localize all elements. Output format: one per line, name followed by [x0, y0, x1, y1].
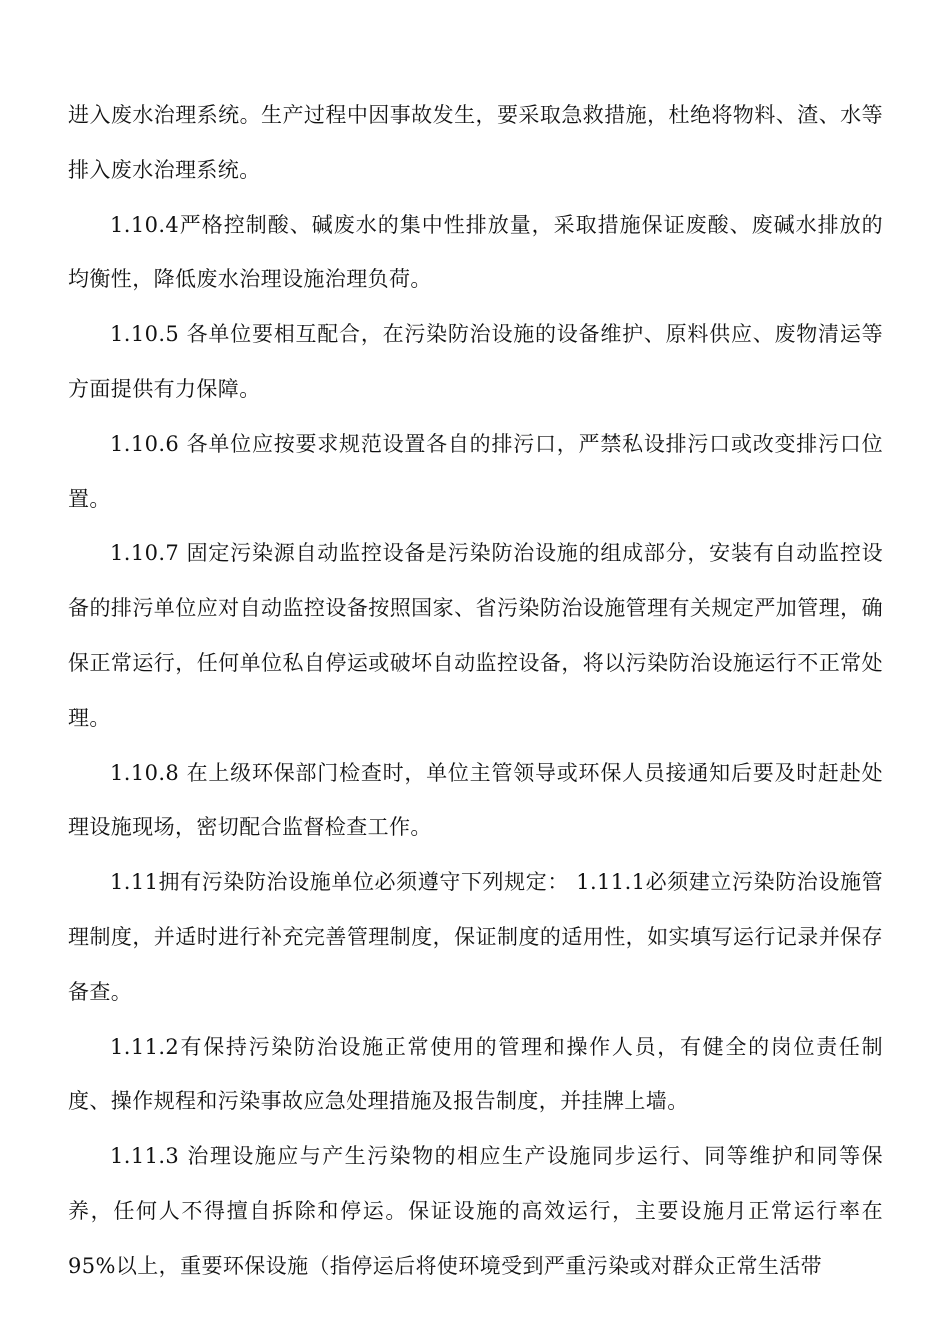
paragraph-continuation: 进入废水治理系统。生产过程中因事故发生，要采取急救措施，杜绝将物料、渣、水等排入废水治理系统。	[68, 103, 883, 182]
paragraph-1-11-3: 1.11.3 治理设施应与产生污染物的相应生产设施同步运行、同等维护和同等保养，任何人不得擅自拆除和停运。保证设施的高效运行，主要设施月正常运行率在95%以上，重要环保设施（指停运后将使环境受到严重污染或对群众正常生活带	[68, 1144, 883, 1278]
document-body	[68, 88, 883, 1294]
paragraph-1-10-7: 1.10.7 固定污染源自动监控设备是污染防治设施的组成部分，安装有自动监控设备的排污单位应对自动监控设备按照国家、省污染防治设施管理有关规定严加管理，确保正常运行，任何单位私自停运或破坏自动监控设备，将以污染防治设施运行不正常处理。	[68, 541, 883, 730]
paragraph-1-11: 1.11拥有污染防治设施单位必须遵守下列规定： 1.11.1必须建立污染防治设施管理制度，并适时进行补充完善管理制度，保证制度的适用性，如实填写运行记录并保存备查。	[68, 870, 883, 1004]
paragraph-1-11-2: 1.11.2有保持污染防治设施正常使用的管理和操作人员，有健全的岗位责任制度、操作规程和污染事故应急处理措施及报告制度，并挂牌上墙。	[68, 1034, 883, 1114]
paragraph-1-10-4: 1.10.4严格控制酸、碱废水的集中性排放量，采取措施保证废酸、废碱水排放的均衡性，降低废水治理设施治理负荷。	[68, 212, 883, 292]
paragraph-1-10-5: 1.10.5 各单位要相互配合，在污染防治设施的设备维护、原料供应、废物清运等方面提供有力保障。	[68, 322, 883, 401]
paragraph-1-10-8: 1.10.8 在上级环保部门检查时，单位主管领导或环保人员接通知后要及时赶赴处理设施现场，密切配合监督检查工作。	[68, 760, 883, 840]
paragraph-1-10-6: 1.10.6 各单位应按要求规范设置各自的排污口，严禁私设排污口或改变排污口位置。	[68, 431, 883, 511]
